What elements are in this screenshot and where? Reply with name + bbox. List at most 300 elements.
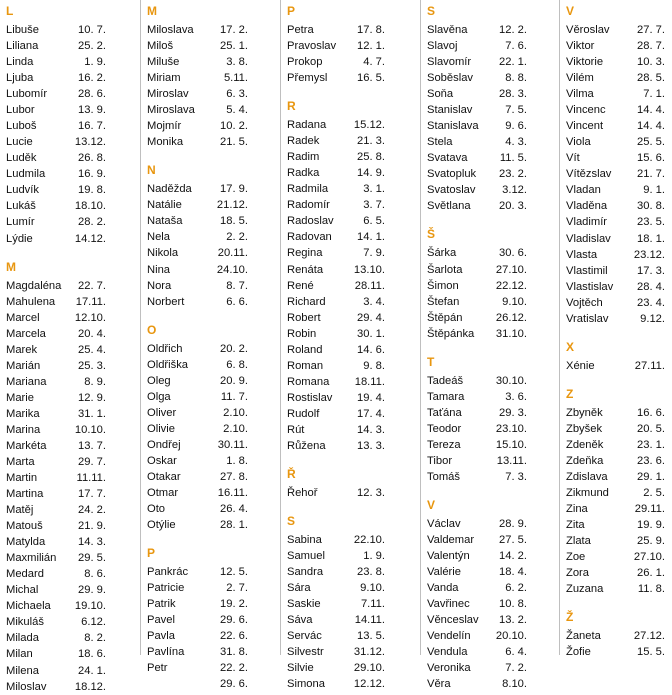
name-entry [287, 22, 418, 38]
name-day-date: 7. 3. [505, 470, 527, 483]
name-day-date: 2.10. [223, 406, 248, 419]
name-text: Michaela [6, 600, 51, 613]
name-entry [566, 166, 670, 182]
name-day-date: 22. 1. [499, 56, 527, 69]
name-text: Šarlota [427, 263, 463, 276]
name-day-date: 8. 6. [84, 568, 106, 581]
name-text: Martina [6, 488, 44, 501]
name-entry [427, 70, 557, 86]
name-day-date: 4. 7. [363, 56, 385, 69]
name-entry [6, 326, 138, 342]
name-entry [6, 582, 138, 598]
name-entry [147, 357, 278, 373]
name-entry [147, 628, 278, 644]
name-entry [427, 182, 557, 198]
name-text: Stanislava [427, 120, 479, 133]
name-entry [6, 214, 138, 230]
name-day-date: 8. 9. [84, 375, 106, 388]
name-day-date: 28. 5. [637, 72, 665, 85]
name-entry [287, 54, 418, 70]
name-entry [6, 470, 138, 486]
name-text: Miloslav [6, 680, 47, 693]
name-text: Luděk [6, 152, 37, 165]
name-entry [427, 134, 557, 150]
name-entry [566, 86, 670, 102]
name-text: Servác [287, 630, 322, 643]
name-text: Štefan [427, 295, 460, 308]
name-day-date: 12. 1. [357, 40, 385, 53]
name-day-date: 16. 9. [78, 168, 106, 181]
name-day-date: 22.10. [353, 534, 385, 547]
name-text: Vincenc [566, 104, 606, 117]
section-letter: Z [566, 386, 574, 401]
name-entry [147, 469, 278, 485]
name-entry [566, 198, 670, 214]
section-letter: T [427, 354, 435, 369]
name-entry [427, 198, 557, 214]
name-entry [287, 628, 418, 644]
name-entry [566, 70, 670, 86]
name-text: Viola [566, 136, 591, 149]
name-text: Patrik [147, 598, 176, 611]
name-entry [6, 518, 138, 534]
name-day-date: 6. 5. [363, 215, 385, 228]
name-text: Vlasta [566, 248, 598, 261]
section-letter: R [287, 99, 296, 114]
name-day-date: 9.10. [502, 295, 527, 308]
name-entry [287, 422, 418, 438]
name-entry [427, 469, 557, 485]
name-text: Nina [147, 263, 171, 276]
name-entry [566, 644, 670, 660]
name-day-date: 28. 2. [78, 216, 106, 229]
name-text: Tomáš [427, 470, 460, 483]
name-entry [566, 485, 670, 501]
name-text: Stela [427, 136, 453, 149]
name-text: Vendelín [427, 630, 471, 643]
name-text: Svatoslav [427, 184, 476, 197]
name-day-date: 10. 3. [637, 56, 665, 69]
name-text: Markéta [6, 439, 47, 452]
name-text: Valdemar [427, 534, 475, 547]
name-day-date: 20.10. [495, 630, 527, 643]
name-column [0, 0, 140, 693]
name-day-date: 12. 9. [78, 391, 106, 404]
name-entry [6, 310, 138, 326]
name-text: Sabina [287, 534, 322, 547]
name-text: Rút [287, 423, 305, 436]
section-letter: P [287, 4, 296, 18]
name-text: Libuše [6, 24, 39, 36]
name-text: Věra [427, 678, 451, 691]
name-entry [566, 311, 670, 327]
name-day-date: 28. 6. [78, 88, 106, 101]
name-entry [566, 134, 670, 150]
name-day-date: 7. 2. [505, 662, 527, 675]
name-entry [6, 278, 138, 294]
name-text: Slavomír [427, 56, 472, 69]
name-day-date: 27.10. [633, 551, 665, 564]
name-entry [566, 38, 670, 54]
name-day-date: 7. 5. [505, 104, 527, 117]
name-entry [6, 134, 138, 150]
name-entry [566, 533, 670, 549]
name-day-date: 20. 3. [499, 200, 527, 213]
name-text: Radovan [287, 231, 332, 244]
name-text: Tamara [427, 390, 465, 403]
name-text: Sáva [287, 614, 313, 627]
name-text: Renáta [287, 263, 324, 276]
name-day-date: 15. 5. [637, 646, 665, 659]
name-text: Natálie [147, 199, 182, 212]
name-text: Milena [6, 664, 39, 677]
name-entry [6, 198, 138, 214]
name-entry [6, 22, 138, 38]
name-text: Tereza [427, 438, 461, 451]
name-entry [147, 564, 278, 580]
name-text: Vincent [566, 120, 604, 133]
name-text: Vladimír [566, 216, 608, 229]
section-letter: V [566, 4, 575, 18]
name-entry [287, 181, 418, 197]
name-text: Oto [147, 503, 166, 516]
section-letter: M [147, 4, 157, 18]
name-entry [6, 663, 138, 679]
name-entry [147, 596, 278, 612]
name-entry [287, 245, 418, 261]
name-text: Přemysl [287, 72, 328, 85]
section-letter: V [427, 498, 436, 512]
name-entry [147, 485, 278, 501]
name-entry [427, 262, 557, 278]
name-day-date: 7. 1. [643, 88, 665, 101]
name-text: Roland [287, 343, 323, 356]
name-entry [566, 231, 670, 247]
name-day-date: 31. 1. [78, 407, 106, 420]
name-text: Žaneta [566, 630, 601, 643]
name-entry [287, 165, 418, 181]
name-day-date: 12. 2. [499, 24, 527, 36]
name-day-date: 25. 1. [220, 40, 248, 53]
name-entry [6, 486, 138, 502]
section-letter: M [6, 259, 16, 274]
name-entry [566, 549, 670, 565]
name-text: Soběslav [427, 72, 474, 85]
name-text: Martin [6, 472, 38, 485]
name-text: Radomír [287, 199, 330, 212]
name-day-date: 20. 9. [220, 374, 248, 387]
name-text: Vendula [427, 646, 468, 659]
name-day-date: 27.10. [495, 263, 527, 276]
name-day-date: 13.11. [496, 454, 527, 467]
name-day-date: 18. 5. [220, 215, 248, 228]
name-text: Vratislav [566, 312, 609, 325]
name-day-date: 17.11. [75, 295, 106, 308]
name-entry [287, 596, 418, 612]
name-text: Rostislav [287, 391, 333, 404]
name-entry [287, 294, 418, 310]
name-text: Miluše [147, 56, 180, 69]
name-entry [566, 182, 670, 198]
name-day-date: 2.10. [223, 422, 248, 435]
name-day-date: 17. 3. [637, 264, 665, 277]
name-text: Marián [6, 359, 41, 372]
name-text: Saskie [287, 598, 321, 611]
name-text: Řehoř [287, 487, 318, 499]
name-text: Radim [287, 151, 320, 164]
section-letter: Ř [287, 467, 296, 481]
name-day-date: 18. 1. [637, 232, 665, 245]
name-text: Štěpánka [427, 327, 475, 340]
name-entry [427, 150, 557, 166]
name-day-date: 6. 4. [505, 646, 527, 659]
section-letter: S [287, 514, 296, 529]
name-day-date: 31.12. [353, 646, 385, 659]
name-text: Naděžda [147, 183, 192, 196]
name-day-date: 13. 5. [357, 630, 385, 643]
name-text: Regina [287, 247, 323, 260]
name-text: Žofie [566, 646, 591, 659]
name-column [421, 0, 559, 691]
name-text: Pravoslav [287, 40, 337, 53]
name-text: Oldřich [147, 342, 183, 355]
name-text: Matěj [6, 504, 34, 517]
name-day-date: 6. 3. [226, 88, 248, 101]
name-entry [566, 102, 670, 118]
name-entry [566, 517, 670, 533]
name-entry [147, 453, 278, 469]
name-day-date: 22. 2. [220, 662, 248, 675]
name-day-date: 7.11. [360, 598, 385, 611]
name-entry [566, 247, 670, 263]
name-entry [147, 294, 278, 310]
name-day-date: 26.12. [495, 311, 527, 324]
name-day-date: 12. 3. [357, 487, 385, 499]
name-text: Monika [147, 136, 184, 149]
name-day-date: 10. 8. [499, 598, 527, 611]
name-entry [287, 278, 418, 294]
name-entry [427, 102, 557, 118]
name-entry [6, 342, 138, 358]
name-text: Silvie [287, 662, 314, 675]
name-text: René [287, 279, 314, 292]
name-text: Sandra [287, 566, 324, 579]
name-text: Vladěna [566, 200, 608, 213]
name-day-date: 31.10. [495, 327, 527, 340]
name-entry [6, 630, 138, 646]
name-day-date: 18.10. [74, 200, 106, 213]
name-entry [427, 612, 557, 628]
name-day-date: 30. 6. [499, 247, 527, 260]
name-day-date: 13.12. [74, 136, 106, 149]
name-entry [287, 70, 418, 86]
name-day-date: 23. 5. [637, 216, 665, 229]
name-day-date: 21. 3. [357, 135, 385, 148]
name-entry [287, 676, 418, 692]
name-day-date: 23. 1. [637, 438, 665, 451]
name-text: Nataša [147, 215, 183, 228]
name-day-date: 28. 4. [637, 280, 665, 293]
name-entry [566, 22, 670, 38]
name-day-date: 13. 3. [357, 439, 385, 452]
name-day-date: 29. 4. [357, 311, 385, 324]
name-entry [427, 644, 557, 660]
name-text: Petra [287, 24, 314, 36]
name-day-date: 30.11. [217, 438, 248, 451]
name-day-date: 8.10. [502, 678, 527, 691]
name-text: Růžena [287, 439, 326, 452]
name-text: Vanda [427, 582, 459, 595]
name-entry [147, 54, 278, 70]
name-text: Šimon [427, 279, 459, 292]
name-day-date: 12.10. [74, 311, 106, 324]
name-entry [566, 54, 670, 70]
name-entry [566, 437, 670, 453]
name-entry [287, 133, 418, 149]
name-day-date: 19. 8. [78, 184, 106, 197]
name-day-date: 19. 4. [357, 391, 385, 404]
name-entry [147, 229, 278, 245]
name-day-date: 29. 1. [637, 470, 665, 483]
name-text: Magdaléna [6, 279, 62, 292]
name-day-date: 21. 5. [220, 136, 248, 149]
name-day-date: 6. 6. [226, 295, 248, 308]
name-entry [147, 644, 278, 660]
name-day-date: 27. 8. [220, 470, 248, 483]
name-entry [287, 262, 418, 278]
name-day-date: 28. 1. [220, 519, 248, 532]
name-text: Rudolf [287, 407, 320, 420]
name-text: Vlastislav [566, 280, 614, 293]
name-entry [147, 405, 278, 421]
name-day-date: 28. 3. [499, 88, 527, 101]
name-entry [6, 438, 138, 454]
name-day-date: 2. 7. [226, 582, 248, 595]
name-text: Marika [6, 407, 40, 420]
name-entry [147, 580, 278, 596]
name-entry [566, 263, 670, 279]
name-day-date: 11. 7. [220, 390, 248, 403]
name-day-date: 19. 2. [220, 598, 248, 611]
name-day-date: 25. 2. [78, 40, 106, 53]
name-text: Patricie [147, 582, 185, 595]
name-text: Vilma [566, 88, 594, 101]
name-text: Ludmila [6, 168, 46, 181]
name-text: Zora [566, 567, 590, 580]
name-entry [147, 38, 278, 54]
name-entry [6, 390, 138, 406]
name-entry [147, 70, 278, 86]
name-day-date: 13. 2. [499, 614, 527, 627]
name-entry [287, 644, 418, 660]
name-entry [287, 485, 418, 501]
name-entry [427, 245, 557, 261]
name-entry [287, 374, 418, 390]
name-entry [287, 117, 418, 133]
name-text: Zbyšek [566, 422, 603, 435]
section-letter: Š [427, 227, 436, 242]
name-text: Zita [566, 519, 585, 532]
name-text: Robin [287, 327, 317, 340]
name-text: Stanislav [427, 104, 473, 117]
name-text: Veronika [427, 662, 471, 675]
name-text: Radka [287, 167, 320, 180]
name-day-date: 14. 9. [357, 167, 385, 180]
name-day-date: 21. 9. [78, 520, 106, 533]
name-day-date: 22. 7. [78, 279, 106, 292]
name-day-date: 9. 8. [363, 359, 385, 372]
name-entry [427, 453, 557, 469]
name-entry [147, 118, 278, 134]
name-text: Lucie [6, 136, 33, 149]
name-entry [427, 516, 557, 532]
name-entry [566, 421, 670, 437]
name-day-date: 7. 9. [363, 247, 385, 260]
name-column [141, 0, 280, 691]
name-day-date: 13. 7. [78, 439, 106, 452]
name-entry [147, 102, 278, 118]
name-entry [427, 437, 557, 453]
name-day-date: 1. 8. [226, 454, 248, 467]
name-text: Norbert [147, 295, 185, 308]
name-day-date: 31. 8. [220, 646, 248, 659]
name-entry [6, 231, 138, 247]
name-day-date: 8. 7. [226, 279, 248, 292]
name-text: Vít [566, 152, 580, 165]
name-entry [6, 358, 138, 374]
name-day-date: 27. 7. [637, 24, 665, 36]
name-day-date: 29. 7. [78, 456, 106, 468]
name-entry [287, 342, 418, 358]
name-entry [147, 134, 278, 150]
name-entry [147, 197, 278, 213]
name-text: Matouš [6, 520, 43, 533]
section-letter: S [427, 4, 436, 18]
name-entry [147, 181, 278, 197]
name-entry [287, 213, 418, 229]
name-day-date: 14.12. [74, 232, 106, 245]
name-text: Luboš [6, 120, 37, 133]
name-entry [6, 598, 138, 614]
name-entry [147, 660, 278, 676]
name-day-date: 3. 8. [226, 56, 248, 69]
name-text: Oskar [147, 454, 177, 467]
name-entry [566, 405, 670, 421]
name-entry [287, 406, 418, 422]
name-day-date: 29. 3. [499, 406, 527, 419]
name-text: Maxmilián [6, 552, 57, 565]
name-day-date: 11. 8. [637, 583, 665, 596]
name-text: Vladan [566, 184, 601, 197]
name-entry [287, 564, 418, 580]
name-entry [427, 389, 557, 405]
name-text: Pavla [147, 630, 175, 643]
name-text: Zdeněk [566, 438, 604, 451]
name-day-date: 26. 4. [220, 503, 248, 516]
name-day-date: 20. 5. [637, 422, 665, 435]
name-entry [287, 149, 418, 165]
name-entry [6, 294, 138, 310]
section-letter: O [147, 322, 157, 337]
name-entry [427, 54, 557, 70]
name-day-date: 20. 2. [220, 342, 248, 355]
name-entry [566, 628, 670, 644]
name-text: Richard [287, 295, 326, 308]
name-entry [427, 628, 557, 644]
name-column [560, 0, 672, 659]
name-text: Marta [6, 456, 35, 468]
name-text: Lumír [6, 216, 35, 229]
